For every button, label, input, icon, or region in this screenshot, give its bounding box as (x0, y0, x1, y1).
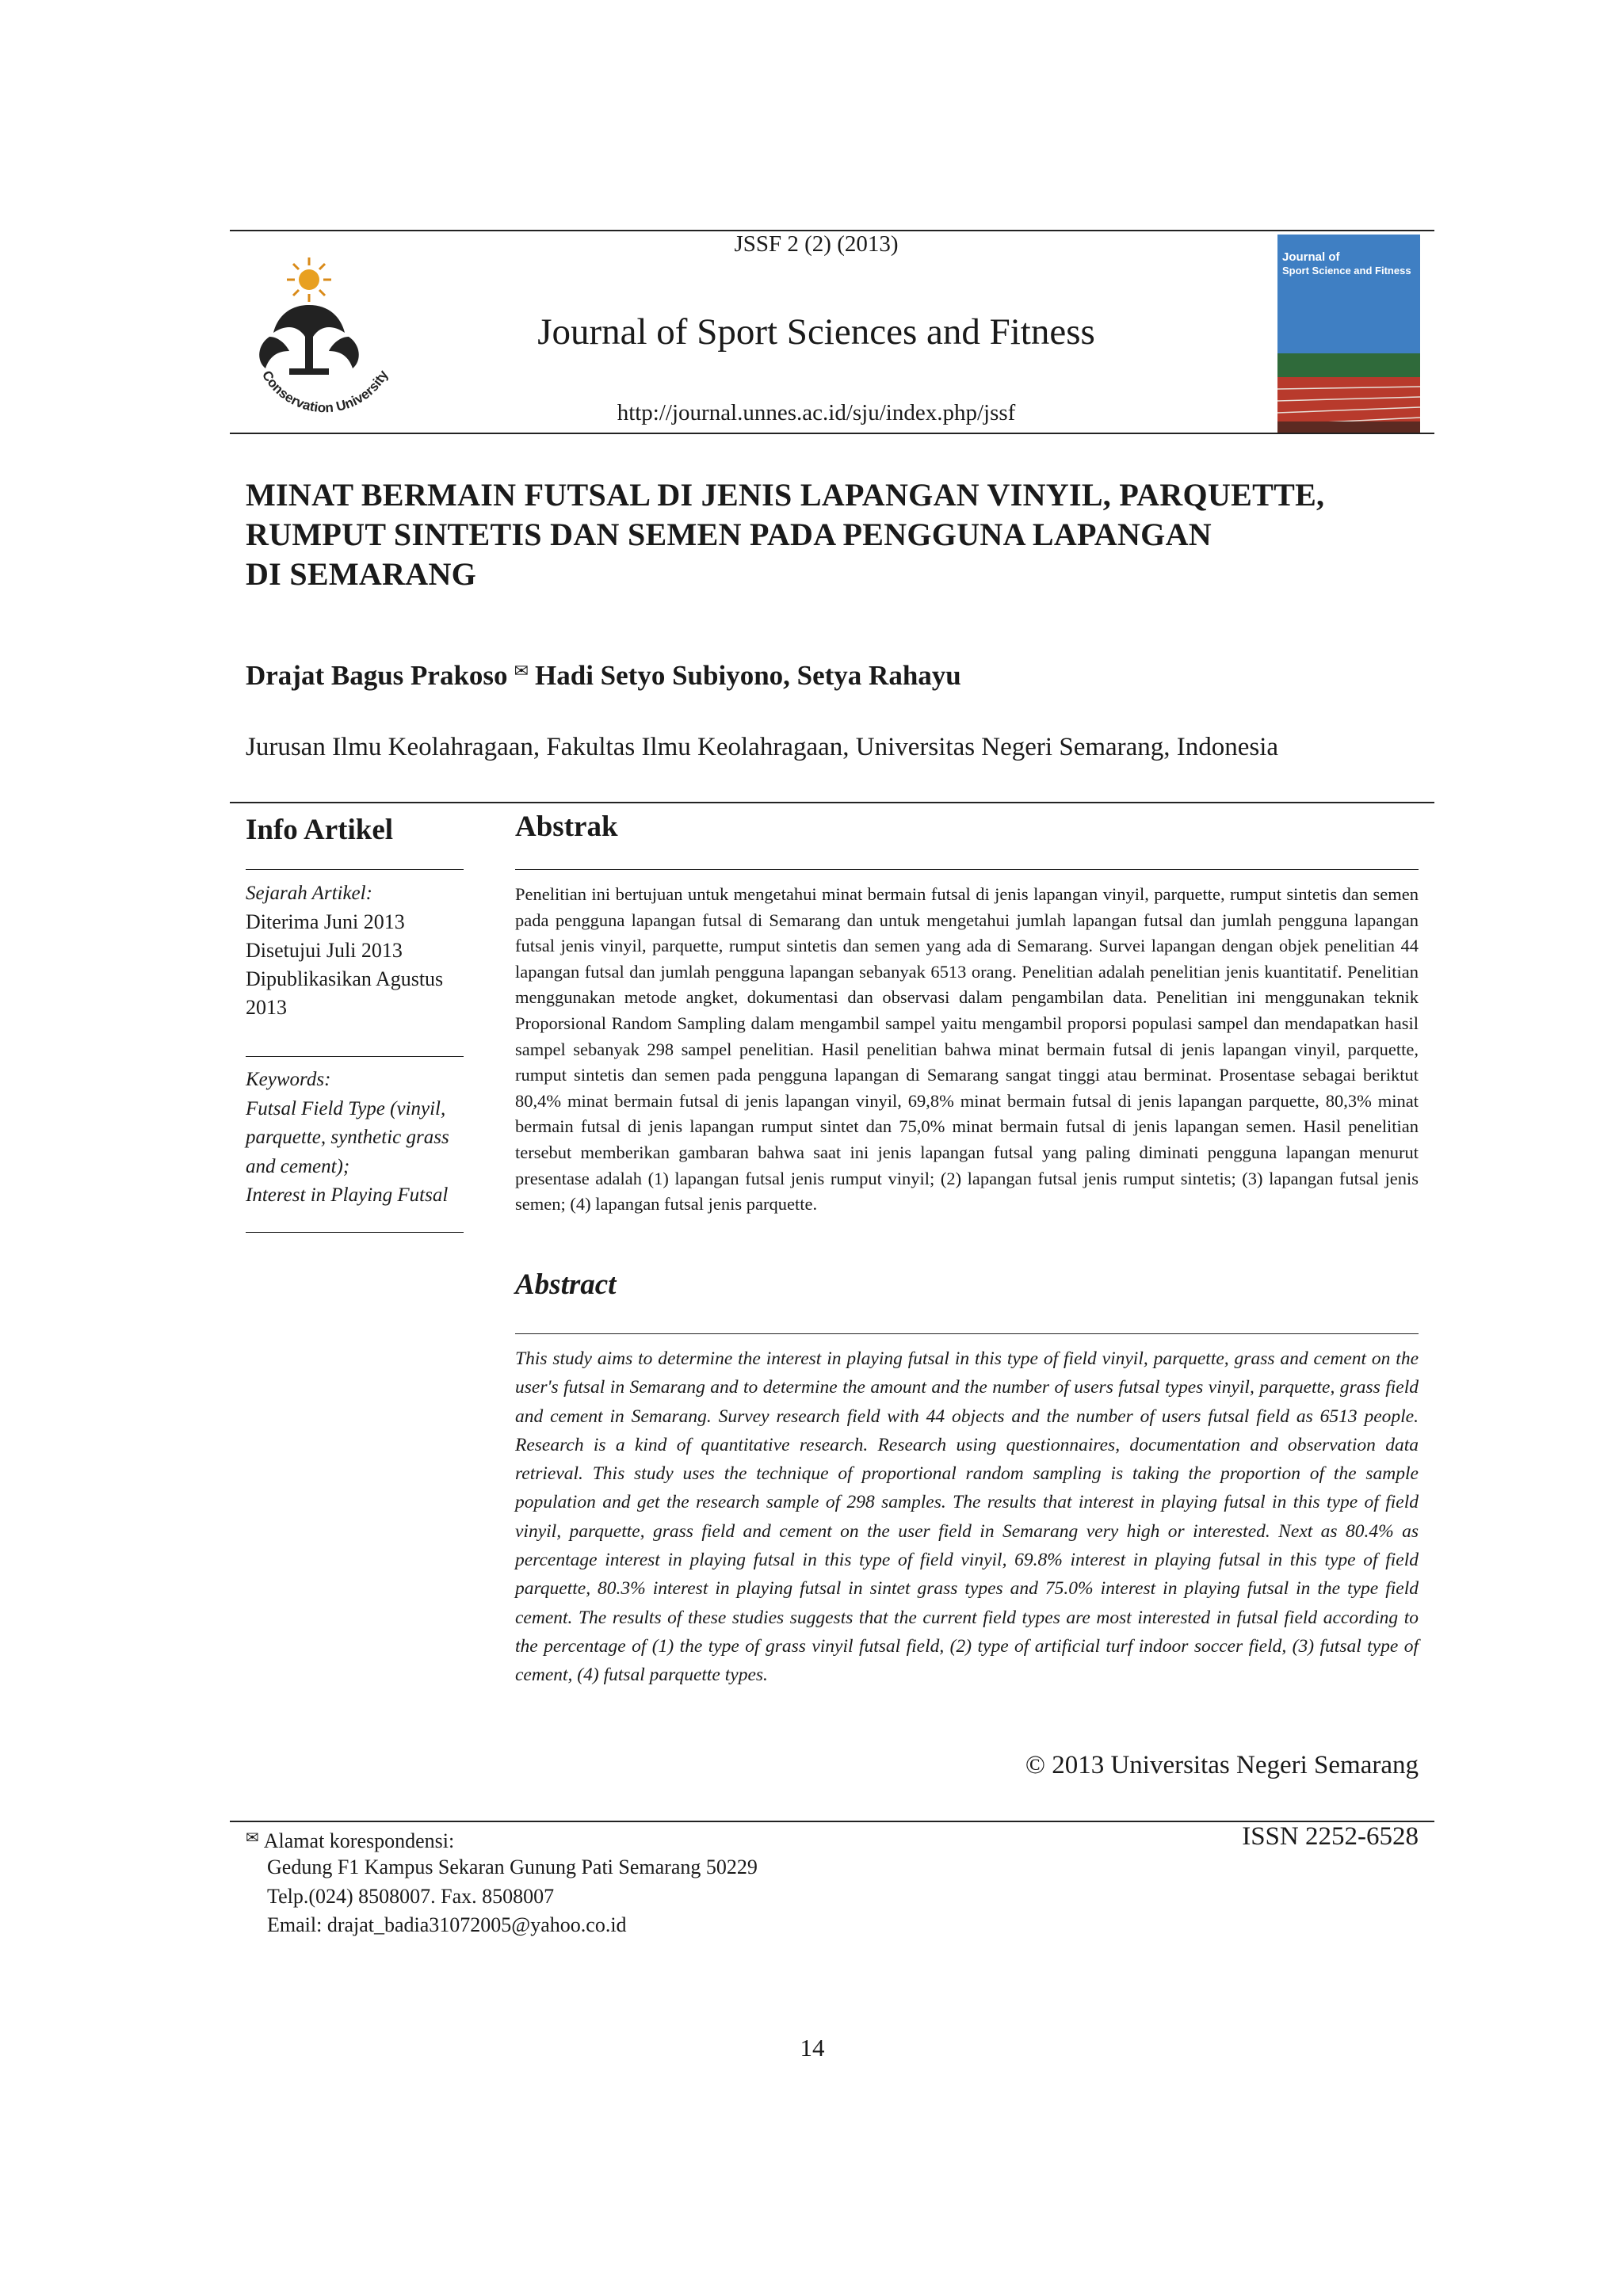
abstrak-heading: Abstrak (515, 810, 618, 843)
history-item: Diterima Juni 2013 (246, 910, 405, 933)
address-line: Gedung F1 Kampus Sekaran Gunung Pati Semarang 50229 (267, 1855, 758, 1878)
info-rule-2 (246, 1056, 464, 1057)
section-rule (230, 802, 1434, 803)
page-number: 14 (800, 2034, 825, 2061)
keyword-line: Futsal Field Type (vinyil, (246, 1097, 446, 1119)
journal-cover-thumbnail (1277, 235, 1420, 433)
abstract-body: This study aims to determine the interest in playing futsal in this type of field vinyil, parquette, grass and cement on the user's futsal in Semarang and to determine the amount and the number of users futsal types vinyil, parquette, grass field and cement in Semarang. Survey research field with 44 objects and the number of users futsal field as 6513 people. Research is a kind of quantitative research. Research using questionnaires, documentation and observation data retrieval. This study uses the technique of proportional random sampling is taking the proportion of the sample population and get the research sample of 298 samples. The results that interest in playing futsal in this type of field vinyil, parquette, grass field and cement on the user field in Semarang very high or interested. Next as 80.4% as percentage interest in playing futsal in this type of field vinyil, 69.8% interest in playing futsal in this type of field parquette, 80.3% interest in playing futsal in sintet grass types and 75.0% interest in playing futsal in the type field cement. The results of these studies suggests that the current field types are most interested in futsal field according to the percentage of (1) the type of grass vinyil futsal field, (2) type of artificial turf indoor soccer field, (3) futsal type of cement, (4) futsal parquette types. (515, 1348, 1419, 1686)
address-line: Telp.(024) 8508007. Fax. 8508007 (267, 1884, 555, 1908)
article-history (246, 879, 483, 1022)
article-title (246, 475, 1450, 594)
keyword-line: and cement); (246, 1155, 350, 1177)
keyword-line: parquette, synthetic grass (246, 1127, 449, 1148)
info-rule-3 (246, 1232, 464, 1233)
correspondence-label (246, 1824, 454, 1856)
university-logo (242, 250, 408, 420)
author-list (246, 660, 961, 692)
author-corresponding: Drajat Bagus Prakoso (246, 660, 508, 691)
logo-caption: Conservation University (258, 368, 391, 416)
info-rule-1 (246, 869, 464, 870)
article-title-line: RUMPUT SINTETIS DAN SEMEN PADA PENGGUNA LAPANGAN (246, 517, 1212, 552)
abstrak-body: Penelitian ini bertujuan untuk mengetahui minat bermain futsal di jenis lapangan vinyil, parquette, rumput sintetis dan semen pada pengguna lapangan futsal di Semarang dan untuk mengetahui jumlah lapangan futsal dan jumlah pengguna lapangan futsal jenis vinyil, parquette, rumput sintetis dan semen yang ada di Semarang. Survei lapangan dengan objek penelitian 44 lapangan futsal dan jumlah pengguna lapangan sebanyak 6513 orang. Penelitian adalah penelitian jenis kuantitatif. Penelitian menggunakan metode angket, dokumentasi dan observasi dalam pengambilan data. Penelitian ini menggunakan teknik Proporsional Random Sampling dalam mengambil sampel yaitu mengambil proporsi populasi sampel dan mendapatkan hasil sampel sebanyak 298 sampel penelitian. Hasil penelitian bahwa minat bermain futsal di jenis lapangan vinyil, parquette, rumput sintetis dan semen pada pengguna lapangan di Semarang sangat tinggi atau berminat. Prosentase sebagai beriktut 80,4% minat bermain futsal di jenis lapangan vinyil, 69,8% minat bermain futsal di jenis lapangan parquette, 80,3% minat bermain futsal di jenis lapangan rumput sintet dan 75,0% minat bermain futsal di jenis lapangan semen. Hasil penelitian tersebut memberikan gambaran bahwa saat ini jenis lapangan futsal yang paling diminati pengguna lapangan menurut presentase adalah (1) lapangan futsal jenis rumput vinyil; (2) lapangan futsal jenis rumput sintetis; (3) lapangan futsal jenis semen; (4) lapangan futsal jenis parquette. (515, 884, 1419, 1215)
author-affiliation: Jurusan Ilmu Keolahragaan, Fakultas Ilmu Keolahragaan, Universitas Negeri Semarang, Indonesia (246, 733, 1279, 761)
journal-issue: JSSF 2 (2) (2013) (734, 231, 899, 257)
history-item: Disetujui Juli 2013 (246, 939, 403, 962)
keywords (246, 1066, 483, 1211)
keyword-line: Interest in Playing Futsal (246, 1184, 449, 1206)
abstract-rule (515, 1333, 1419, 1334)
info-artikel-heading: Info Artikel (246, 814, 394, 846)
address-email[interactable]: Email: drajat_badia31072005@yahoo.co.id (267, 1913, 627, 1937)
issn: ISSN 2252-6528 (1242, 1822, 1419, 1851)
journal-url[interactable]: http://journal.unnes.ac.id/sju/index.php/jssf (617, 400, 1016, 425)
history-label: Sejarah Artikel: (246, 883, 372, 904)
envelope-icon: ✉ (246, 1829, 259, 1847)
cover-title-line1: Journal of (1282, 250, 1340, 264)
article-title-line: DI SEMARANG (246, 556, 477, 592)
abstract-heading: Abstract (515, 1268, 617, 1301)
correspondence-label-text: Alamat korespondensi: (263, 1829, 455, 1852)
history-item: 2013 (246, 996, 287, 1019)
author-coauthors: Hadi Setyo Subiyono, Setya Rahayu (535, 660, 961, 691)
header-bottom-rule (230, 433, 1434, 434)
copyright-notice: © 2013 Universitas Negeri Semarang (1025, 1751, 1419, 1779)
journal-title: Journal of Sport Sciences and Fitness (537, 311, 1095, 353)
keywords-label: Keywords: (246, 1069, 331, 1090)
abstrak-rule (515, 869, 1419, 870)
logo-emblem (259, 305, 359, 375)
history-item: Dipublikasikan Agustus (246, 967, 444, 990)
correspondence-address (267, 1853, 758, 1940)
logo-sun (287, 257, 331, 302)
envelope-icon: ✉ (514, 661, 529, 681)
cover-title-line2: Sport Science and Fitness (1282, 265, 1411, 277)
article-title-line: MINAT BERMAIN FUTSAL DI JENIS LAPANGAN VINYIL, PARQUETTE, (246, 477, 1325, 513)
